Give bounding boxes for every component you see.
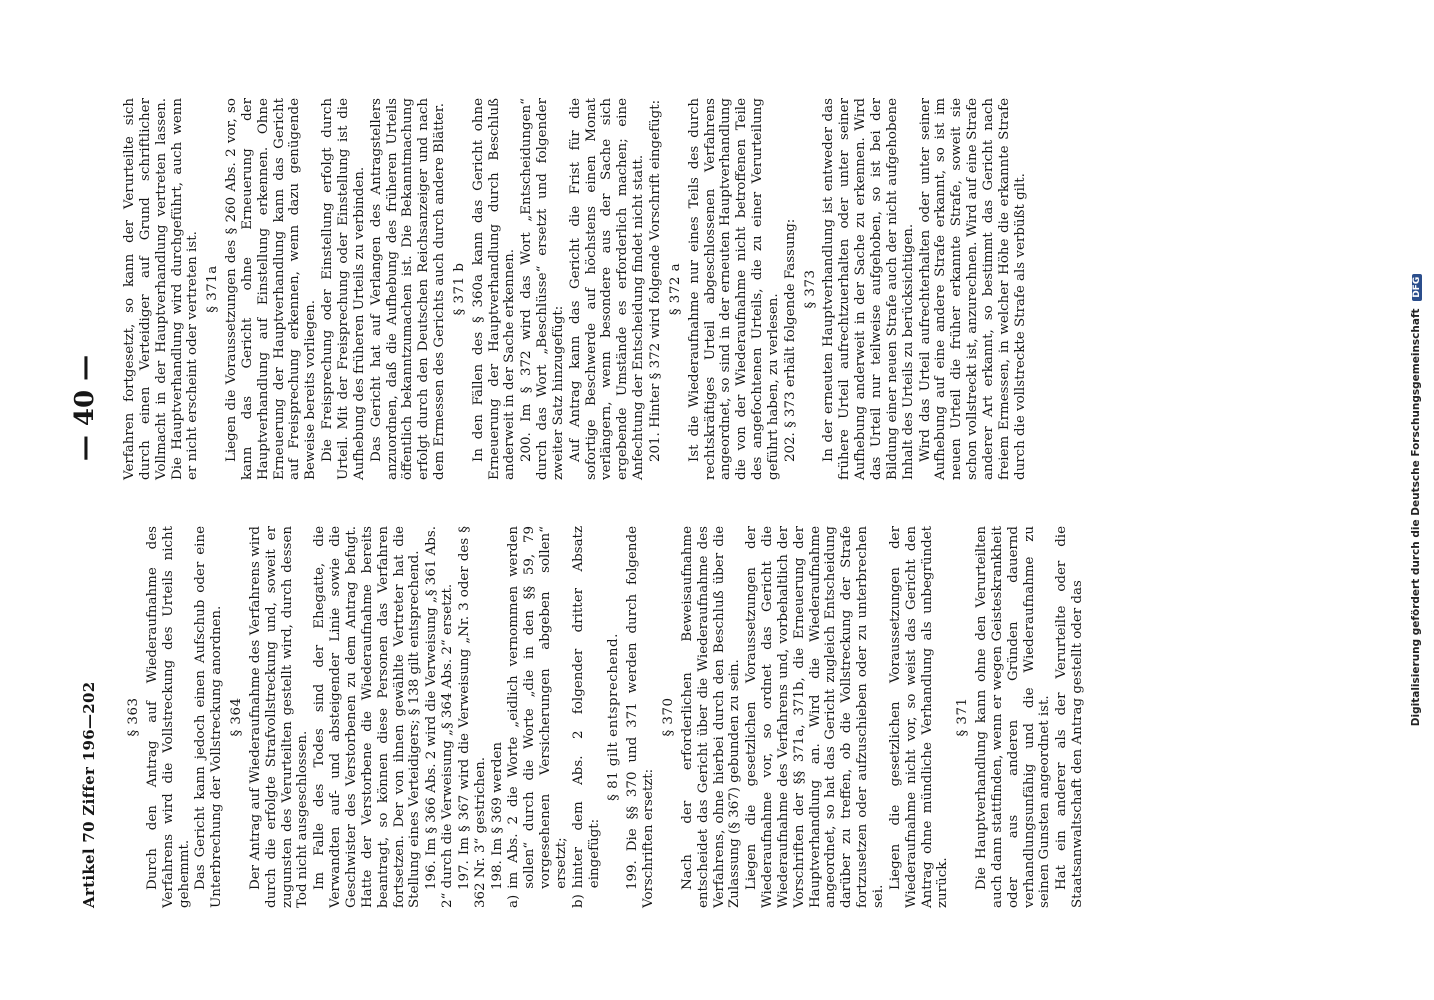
numbered-item-199: 199. Die §§ 370 und 371 werden durch folgende Vorschriften ersetzt: [625, 526, 657, 908]
paragraph: In der erneuten Hauptverhandlung ist entweder das frühere Urteil aufrechtzuerhalten oder unter seiner Aufhebung anderweit in der Sache zu erkennen. Wird das Urteil nur teilweise aufgehoben, so ist bei der Bildung einer neuen Strafe auch der nicht aufgehobene Inhalt des Urteils zu berücksichtigen. [821, 98, 916, 480]
section-heading-371a: § 371a [205, 265, 221, 313]
paragraph: Das Gericht hat auf Verlangen des Antragstellers anzuordnen, daß die Aufhebung des früheren Urteils öffentlich bekanntzumachen ist. Die Bekanntmachung erfolgt durch den Deutschen Reichsanzeiger und nach dem Ermessen des Gerichts auch durch andere Blätter. [368, 98, 448, 480]
dfg-logo: DFG [1412, 274, 1422, 301]
paragraph: Liegen die gesetzlichen Voraussetzungen der Wiederaufnahme vor, so ordnet das Gericht die Wiederaufnahme des Verfahrens und, vorbehaltlich der Vorschriften der §§ 371a, 371b, die Erneuerung der Hauptverhandlung an. Wird die Wiederaufnahme angeordnet, so hat das Gericht zugleich Entscheidung darüber zu treffen, ob die Vollstreckung der Strafe fortzusetzen oder aufzuschieben oder zu unterbrechen sei. [744, 526, 886, 908]
sub-item-text: hinter dem Abs. 2 folgender dritter Absatz eingefügt: [570, 526, 602, 889]
section-heading-371: § 371 [955, 697, 971, 737]
paragraph: Der Antrag auf Wiederaufnahme des Verfahrens wird durch die erfolgte Strafvollstreckung und, soweit er zugunsten des Verurteilten gestellt wird, durch dessen Tod nicht ausgeschlossen. [247, 526, 311, 908]
numbered-item-198: 198. Im § 369 werden [489, 742, 505, 890]
paragraph: In den Fällen des § 360a kann das Gericht ohne Erneuerung der Hauptverhandlung durch Beschluß anderweit in der Sache erkennen. [470, 98, 518, 480]
page-header [70, 96, 114, 908]
sub-item-text: im Abs. 2 die Worte „eidlich vernommen werden sollen“ durch die Worte „die in den §§ 59, 79 vorgesehenen Versicherungen abgeben sollen“ ersetzt; [506, 526, 569, 889]
paragraph: Die Hauptverhandlung kann ohne den Verurteilten auch dann stattfinden, wenn er wegen Geisteskrankheit oder aus anderen Gründen dauernd verhandlungsunfähig und die Wiederaufnahme zu seinen Gunsten angeordnet ist. [974, 526, 1053, 908]
section-heading-370: § 370 [661, 697, 676, 737]
running-title: Artikel 70 Ziffer 196—202 [80, 681, 98, 908]
sub-item-198b [571, 526, 603, 908]
paragraph: Wird das Urteil aufrechterhalten oder unter seiner Aufhebung auf eine andere Strafe erkannt, so ist im neuen Urteil die früher erkannte Strafe, soweit sie schon vollstreckt ist, anzurechnen. Wird auf eine Strafe anderer Art erkannt, so bestimmt das Gericht nach freiem Ermessen, in welcher Höhe die erkannte Strafe durch die vollstreckte Strafe als verbüßt gilt. [917, 98, 1028, 480]
section-heading-364: § 364 [229, 697, 245, 737]
paragraph: Nach der erforderlichen Beweisaufnahme entscheidet das Gericht über die Wiederaufnahme des Verfahrens, ohne hierbei durch den Beschluß über die Zulassung (§ 367) gebunden zu sein. [679, 526, 743, 908]
paragraph: Durch den Antrag auf Wiederaufnahme des Verfahrens wird die Vollstreckung des Urteils nicht gehemmt. [144, 526, 192, 908]
paragraph: Die Freisprechung oder Einstellung erfolgt durch Urteil. Mit der Freisprechung oder Einstellung ist die Aufhebung des früheren Urteils zu verbinden. [320, 98, 367, 480]
paragraph: Liegen die gesetzlichen Voraussetzungen der Wiederaufnahme nicht vor, so weist das Gericht den Antrag ohne mündliche Verhandlung als unbegründet zurück. [887, 526, 951, 908]
right-column [122, 98, 1029, 480]
section-heading-372a: § 372 a [667, 262, 683, 316]
paragraph: Hat ein anderer als der Verurteilte oder die Staatsanwaltschaft den Antrag gestellt oder das [1054, 526, 1086, 908]
quoted-provision: Auf Antrag kann das Gericht die Frist für die sofortige Beschwerde auf höchstens einen Monat verlängern, wenn besondere aus der Sache sich ergebende Umstände es erforderlich machen; eine Anfechtung der Entscheidung findet nicht statt. [567, 98, 647, 480]
digitization-credit [1410, 40, 1422, 960]
paragraph-continued: Verfahren fortgesetzt, so kann der Verurteilte sich durch einen Verteidiger auf Grund schriftlicher Vollmacht in der Hauptverhandlung vertreten lassen. Die Hauptverhandlung wird durchgeführt, auch wenn er nicht erscheint oder vertreten ist. [122, 98, 201, 480]
quoted-provision: § 81 gilt entsprechend. [606, 633, 622, 801]
numbered-item-201: 201. Hinter § 372 wird folgende Vorschrift eingefügt: [648, 99, 663, 462]
paragraph: Liegen die Voraussetzungen des § 260 Abs. 2 vor, so kann das Gericht ohne Erneuerung der Hauptverhandlung auf Einstellung erkennen. Ohne Erneuerung der Hauptverhandlung kann das Gericht auf Freisprechung erkennen, wenn dazu genügende Beweise bereits vorliegen. [224, 98, 319, 480]
paragraph: Im Falle des Todes sind der Ehegatte, die Verwandten auf- und absteigender Linie sowie die Geschwister des Verstorbenen zu dem Antrag befugt. Hatte der Verstorbene die Wiederaufnahme bereits beantragt, so können diese Personen das Verfahren fortsetzen. Der von ihnen gewählte Vertreter hat die Stellung eines Verteidigers; § 138 gilt entsprechend. [312, 526, 423, 908]
section-heading-373: § 373 [802, 269, 818, 309]
section-heading-371b: § 371 b [451, 262, 467, 316]
numbered-item-200: 200. Im § 372 wird das Wort „Entscheidungen“ durch das Wort „Beschlüsse“ ersetzt und folgender zweiter Satz hinzugefügt: [519, 98, 566, 480]
sub-item-label: b) [570, 894, 586, 908]
numbered-item-196: 196. Im § 366 Abs. 2 wird die Verweisung „§ 361 Abs. 2“ durch die Verweisung „§ 364 Abs. 2“ ersetzt. [424, 526, 456, 908]
left-column [122, 526, 1087, 908]
section-heading-363: § 363 [126, 697, 141, 737]
paragraph: Ist die Wiederaufnahme nur eines Teils des durch rechtskräftiges Urteil abgeschlossenen Verfahrens angeordnet, so sind in der erneuten Hauptverhandlung die von der Wiederaufnahme nicht betroffenen Teile des angefochtenen Urteils, die zu einer Verurteilung geführt haben, zu verlesen. [686, 98, 781, 480]
numbered-item-197: 197. Im § 367 wird die Verweisung „Nr. 3 oder des § 362 Nr. 3“ gestrichen. [456, 526, 488, 908]
sub-item-198a [506, 526, 569, 908]
sub-item-label: a) [506, 894, 522, 908]
numbered-item-202: 202. § 373 erhält folgende Fassung: [782, 218, 798, 462]
paragraph: Das Gericht kann jedoch einen Aufschub oder eine Unterbrechung der Vollstreckung anordnen. [193, 526, 225, 908]
page-number: — 40 — [70, 354, 100, 462]
credit-text: Digitalisierung gefördert durch die Deutsche Forschungsgemeinschaft [1410, 308, 1422, 727]
